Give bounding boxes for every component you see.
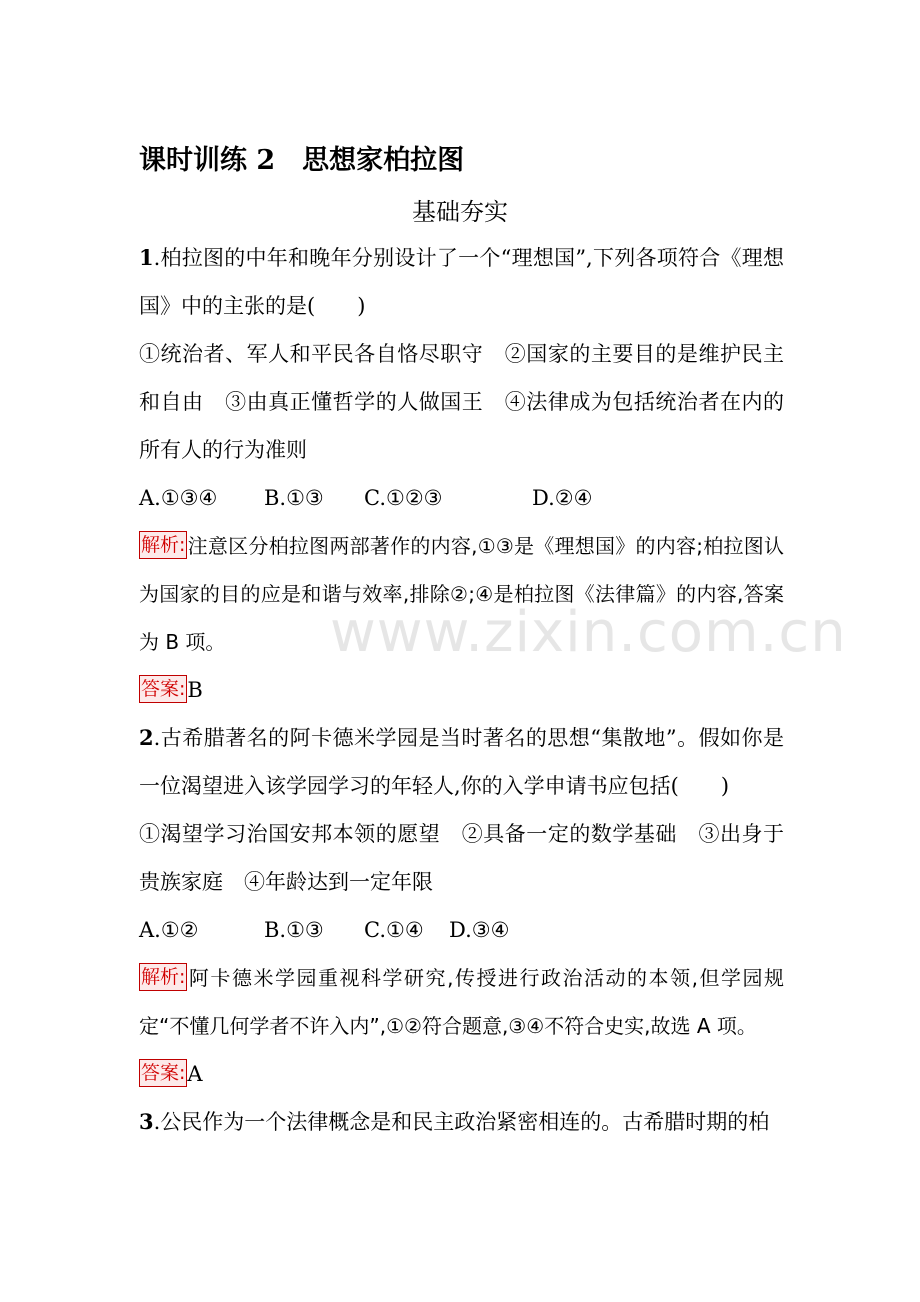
question-number: 1 (139, 245, 154, 270)
page-title: 课时训练 2 思想家柏拉图 (139, 145, 465, 176)
question-stem-text: .柏拉图的中年和晚年分别设计了一个“理想国”,下列各项符合《理想国》中的主张的是( ) (139, 246, 784, 318)
explanation-tag: 解析: (139, 963, 187, 991)
question-1-statements: ①统治者、军人和平民各自恪尽职守 ②国家的主要目的是维护民主和自由 ③由真正懂哲学的人做国王 ④法律成为包括统治者在内的所有人的行为准则 (139, 342, 784, 462)
option-d: D.③④ (449, 918, 510, 942)
question-1-answer (139, 666, 784, 714)
question-1-options (139, 474, 784, 522)
question-stem-text: .古希腊著名的阿卡德米学园是当时著名的思想“集散地”。假如你是一位渴望进入该学园学习的年轻人,你的入学申请书应包括( ) (139, 726, 784, 798)
answer-value: A (187, 1062, 203, 1086)
question-stem-text: .公民作为一个法律概念是和民主政治紧密相连的。古希腊时期的柏 (153, 1110, 770, 1134)
option-b: B.①③ (264, 486, 324, 510)
answer-tag: 答案: (139, 675, 187, 703)
answer-value: B (187, 678, 203, 702)
question-list (139, 234, 784, 1146)
section-heading: 基础夯实 (412, 198, 508, 226)
option-c: C.①④ (364, 918, 424, 942)
question-2-stem (139, 714, 784, 810)
question-2-options (139, 906, 784, 954)
question-number: 3 (139, 1109, 154, 1134)
option-b: B.①③ (264, 918, 324, 942)
answer-tag: 答案: (139, 1059, 187, 1087)
question-1-stem (139, 234, 784, 330)
question-2-answer (139, 1050, 784, 1098)
question-1-explanation (139, 522, 784, 666)
option-a: A.①② (139, 918, 199, 942)
explanation-tag: 解析: (139, 531, 187, 559)
option-d: D.②④ (532, 486, 593, 510)
option-a: A.①③④ (139, 486, 218, 510)
explanation-text: 注意区分柏拉图两部著作的内容,①③是《理想国》的内容;柏拉图认为国家的目的应是和谐与效率,排除②;④是柏拉图《法律篇》的内容,答案为 B 项。 (139, 534, 784, 654)
explanation-text: 阿卡德米学园重视科学研究,传授进行政治活动的本领,但学园规定“不懂几何学者不许入内”,①②符合题意,③④不符合史实,故选 A 项。 (139, 966, 784, 1038)
watermark: www.zixin.com.cn (330, 600, 847, 665)
question-3-stem (139, 1098, 784, 1146)
question-2-explanation (139, 954, 784, 1050)
question-2-statements: ①渴望学习治国安邦本领的愿望 ②具备一定的数学基础 ③出身于贵族家庭 ④年龄达到一定年限 (139, 822, 784, 894)
option-c: C.①②③ (364, 486, 443, 510)
question-number: 2 (139, 725, 154, 750)
